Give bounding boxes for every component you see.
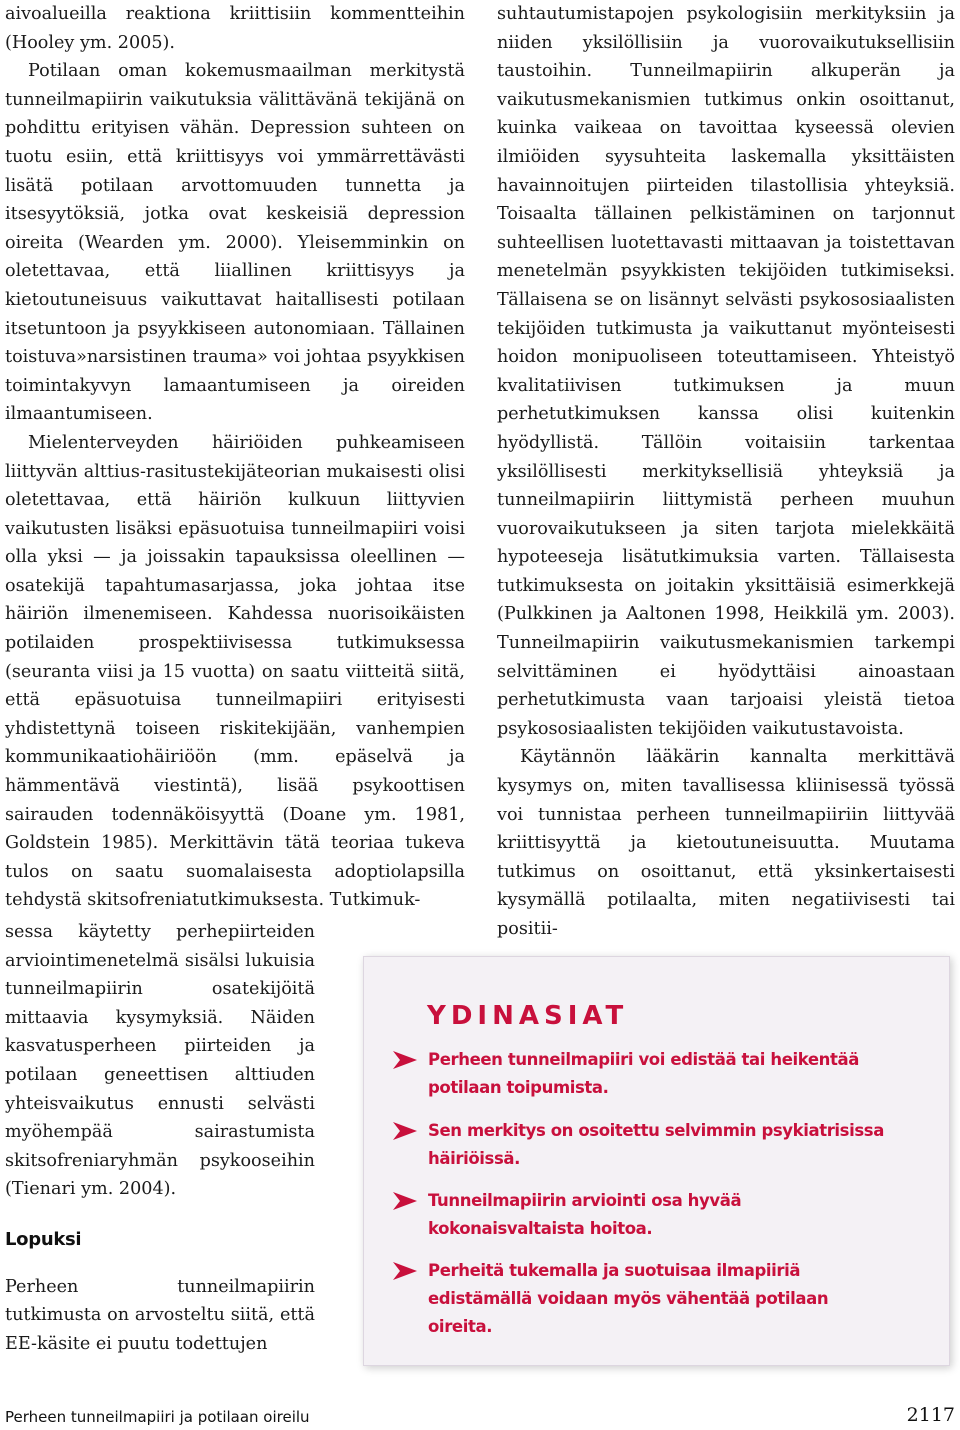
- paragraph: aivoalueilla reaktiona kriittisiin kommentteihin (Hooley ym. 2005).: [5, 4, 465, 53]
- summary-bullet-text: Perheen tunneilmapiiri voi edistää tai heikentää potilaan toipumista.: [428, 1050, 859, 1097]
- summary-bullet-text: Perheitä tukemalla ja suotuisaa ilmapiiriä edistämällä voidaan myös vähentää potilaan oireita.: [428, 1261, 829, 1336]
- arrowhead-icon: [392, 1050, 418, 1070]
- summary-box: [363, 956, 950, 1366]
- section-heading: Lopuksi: [5, 1228, 82, 1250]
- summary-bullet-text: Tunneilmapiirin arviointi osa hyvää kokonaisvaltaista hoitoa.: [428, 1191, 742, 1238]
- arrowhead-icon: [392, 1261, 418, 1281]
- summary-bullet: [392, 1257, 892, 1341]
- running-footer-title: Perheen tunneilmapiiri ja potilaan oireilu: [5, 1408, 310, 1426]
- right-column: [497, 0, 955, 944]
- arrowhead-icon: [392, 1121, 418, 1141]
- left-column-bottom: [5, 918, 315, 1358]
- summary-bullet: [392, 1187, 892, 1243]
- summary-bullet: [392, 1046, 892, 1102]
- arrowhead-icon: [392, 1191, 418, 1211]
- summary-title: YDINASIAT: [427, 1001, 629, 1031]
- page-number: 2117: [906, 1404, 955, 1426]
- left-column-top: [5, 0, 465, 915]
- paragraph: Käytännön lääkärin kannalta merkittävä kysymys on, miten tavallisessa kliinisessä työssä voi tunnistaa perheen tunneilmapiiriin liittyvää kriittisyyttä ja kietoutuneisuutta. Muutama tutkimus on osoittanut, että yksinkertaisesti kysymällä potilaalta, miten negatiivisesti tai positii-: [497, 747, 955, 939]
- paragraph: Perheen tunneilmapiirin tutkimusta on arvosteltu siitä, että EE-käsite ei puutu todettujen: [5, 1276, 315, 1354]
- paragraph: Mielenterveyden häiriöiden puhkeamiseen liittyvän alttius-rasitustekijäteorian mukaisesti olisi oletettavaa, että häiriön kulkuun liittyvien vaikutusten lisäksi epäsuotuisa tunneilmapiiri voisi olla yksi — ja joissakin tapauksissa oleellinen — osatekijä tapahtumasarjassa, joka johtaa itse häiriön ilmenemiseen. Kahdessa nuorisoikäisten potilaiden prospektiivisessa tutkimuksessa (seuranta viisi ja 15 vuotta) on saatu viitteitä siitä, että epäsuotuisa tunneilmapiiri erityisesti yhdistettynä toiseen riskitekijään, vanhempien kommunikaatiohäiriöön (mm. epäselvä ja hämmentävä viestintä), lisää psykoottisen sairauden todennäköisyyttä (Doane ym. 1981, Goldstein 1985). Merkittävin tätä teoriaa tukeva tulos on saatu suomalaisesta adoptiolapsilla tehdystä skitsofreniatutkimuksesta. Tutkimuk-: [5, 432, 465, 911]
- paragraph: suhtautumistapojen psykologisiin merkityksiin ja niiden yksilöllisiin ja vuorovaikutuksellisiin taustoihin. Tunneilmapiirin alkuperän ja vaikutusmekanismien tutkimus onkin osoittanut, kuinka vaikeaa on tavoittaa kyseessä olevien ilmiöiden syysuhteita laskemalla yksittäisten havainnoitujen piirteiden tilastollisia yhteyksiä. Toisaalta tällainen pelkistäminen on tarjonnut suhteellisen luotettavasti mittaavan ja toistettavan menetelmän psyykkisten tekijöiden tutkimiseksi. Tällaisena se on lisännyt selvästi psykososiaalisten tekijöiden tutkimusta ja vaikuttanut myönteisesti hoidon monipuoliseen toteuttamiseen. Yhteistyö kvalitatiivisen tutkimuksen ja muun perhetutkimuksen kanssa olisi kuitenkin hyödyllistä. Tällöin voitaisiin tarkentaa yksilöllisesti merkityksellisiä yhteyksiä ja tunneilmapiirin liittymistä perheen muuhun vuorovaikutukseen ja siten tarjota mielekkäitä hypoteeseja lisätutkimuksia varten. Tällaisesta tutkimuksesta on joitakin yksittäisiä esimerkkejä (Pulkkinen ja Aaltonen 1998, Heikkilä ym. 2003). Tunneilmapiirin vaikutusmekanismien tarkempi selvittäminen ei hyödyttäisi ainoastaan perhetutkimusta vaan tarjoaisi yleistä tietoa psykososiaalisten tekijöiden vaikutustavoista.: [497, 4, 955, 739]
- paragraph: sessa käytetty perhepiirteiden arviointimenetelmä sisälsi lukuisia tunneilmapiirin osatekijöitä mittaavia kysymyksiä. Näiden kasvatusperheen piirteiden ja potilaan geneettisen alttiuden yhteisvaikutus ennusti selvästi myöhempää sairastumista skitsofreniaryhmän psykooseihin (Tienari ym. 2004).: [5, 922, 315, 1200]
- summary-bullet: [392, 1117, 892, 1173]
- paragraph: Potilaan oman kokemusmaailman merkitystä tunneilmapiirin vaikutuksia välittävänä tekijänä on pohdittu erityisen vähän. Depression suhteen on tuotu esiin, että kriittisyys voi ymmärrettävästi lisätä potilaan arvottomuuden tunnetta ja itsesyytöksiä, jotka ovat keskeisiä depression oireita (Wearden ym. 2000). Yleisemminkin on oletettavaa, että liiallinen kriittisyys ja kietoutuneisuus vaikuttavat haitallisesti potilaan itsetuntoon ja psyykkiseen autonomiaan. Tällainen toistuva»narsistinen trauma» voi johtaa psyykkisen toimintakyvyn lamaantumiseen ja oireiden ilmaantumiseen.: [5, 61, 465, 425]
- summary-bullet-text: Sen merkitys on osoitettu selvimmin psykiatrisissa häiriöissä.: [428, 1121, 884, 1168]
